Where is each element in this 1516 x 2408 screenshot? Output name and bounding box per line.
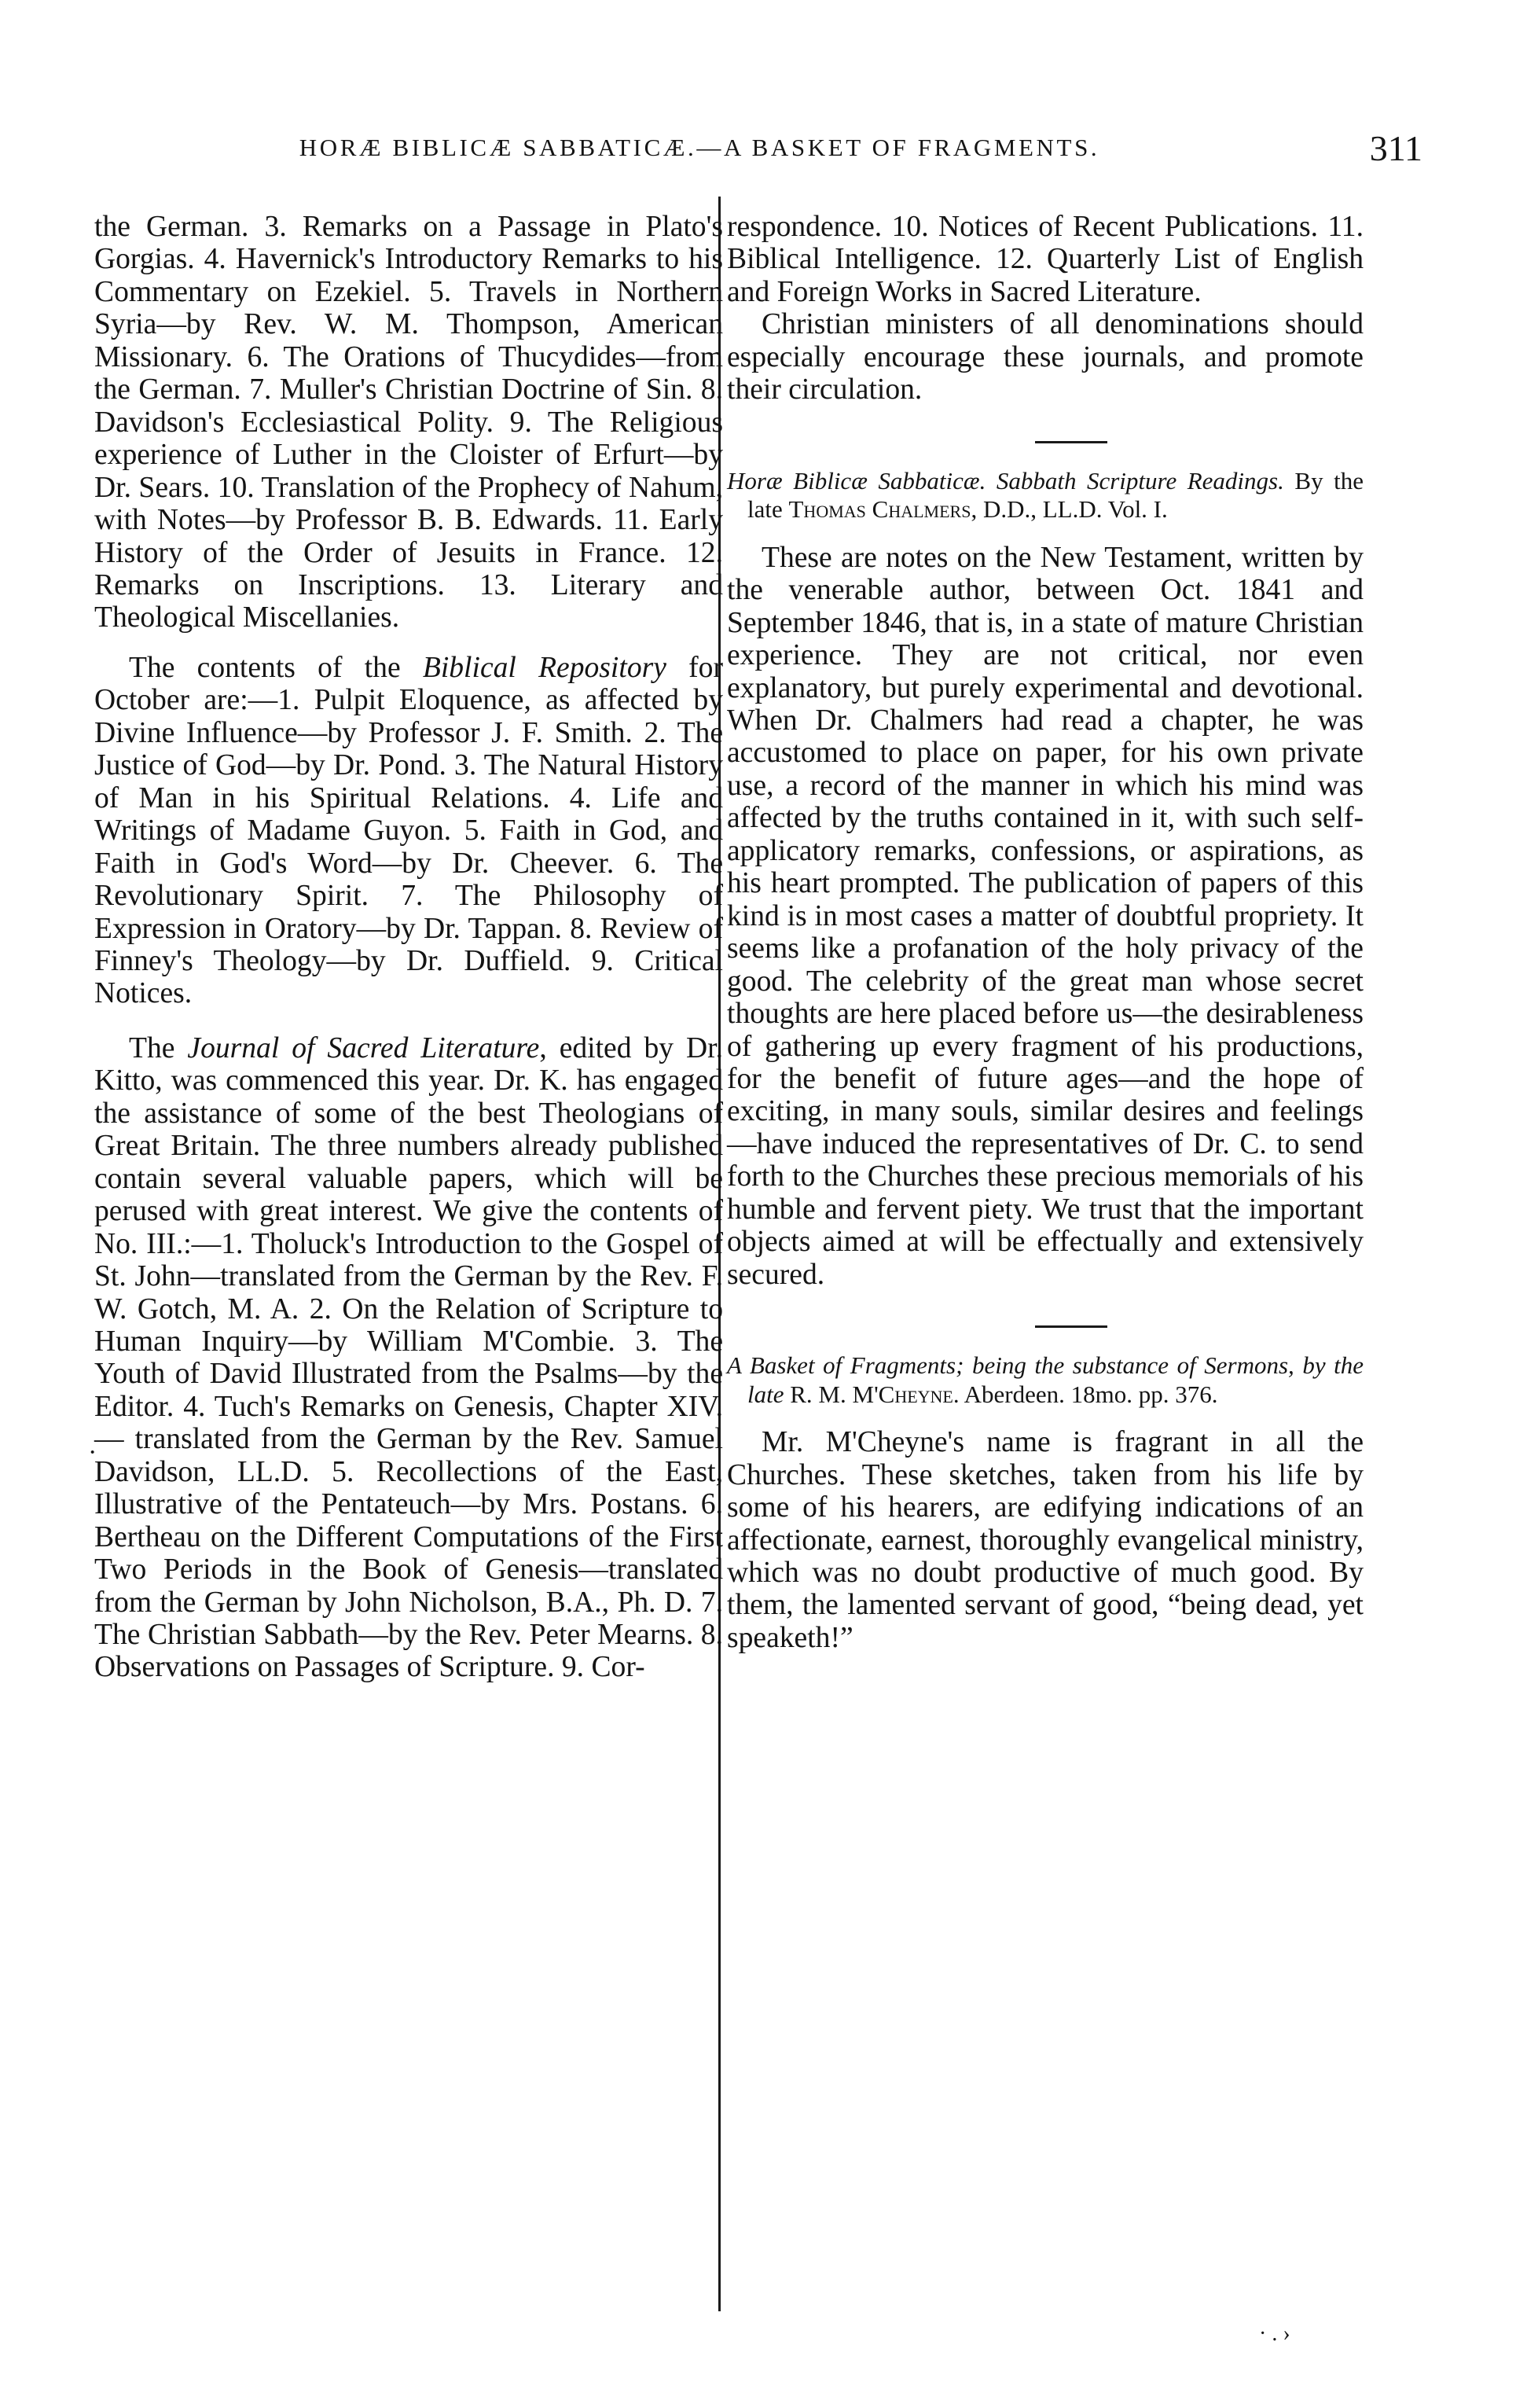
running-head: HORÆ BIBLICÆ SABBATICÆ.—A BASKET OF FRAGMENTS. <box>299 134 1100 161</box>
right-paragraph-3 <box>727 542 1364 1291</box>
right-p3-text: These are notes on the New Testament, written by the venerable author, between Oct. 1841 and September 1846, that is, in a state of mature Christian experience. They are not critical, nor even explanatory, but purely experimental and devotional. When Dr. Chalmers had read a chapter, he was accustomed to place on paper, for his own private use, a record of the manner in which his mind was affected by the truths contained in it, with such self-applicatory remarks, confessions, or aspirations, as his heart prompted. The publication of papers of this kind is in most cases a matter of doubtful propriety. It seems like a profanation of the holy privacy of the good. The celebrity of the great man whose secret thoughts are here placed before us—the desirableness of gathering up every fragment of his productions, for the benefit of future ages—and the hope of exciting, in many souls, similar desires and feelings—have induced the representatives of Dr. C. to send forth to the Churches these precious memorials of his humble and fervent piety. We trust that the important objects aimed at will be effectually and extensively secured. <box>727 541 1364 1291</box>
right-paragraph-1 <box>727 211 1364 308</box>
book-notice-mcheyne <box>727 1351 1364 1409</box>
left-p2-text: for October are:—1. Pulpit Eloquence, as affected by Divine Influence—by Professor J. F. Smith. 2. The Justice of God—by Dr. Pond. 3. The Natural History of Man in his Spiritual Relations. 4. Life and Writings of Madame Guyon. 5. Faith in God, and Faith in God's Word—by Dr. Cheever. 6. The Revolutionary Spirit. 7. The Philosophy of Expression in Oratory—by Dr. Tappan. 8. Review of Finney's Theology—by Dr. Duffield. 9. Critical Notices. <box>94 651 723 1010</box>
notice1-title: Horæ Biblicæ Sabbaticæ. Sabbath Scripture Readings. <box>727 466 1284 494</box>
margin-dot-mark: · <box>88 1438 97 1467</box>
right-p1-text: respondence. 10. Notices of Recent Publications. 11. Biblical Intelligence. 12. Quarterly List of English and Foreign Works in Sacred Literature. <box>727 211 1364 308</box>
left-p2-lead: The contents of the <box>129 651 423 684</box>
right-paragraph-4 <box>727 1426 1364 1654</box>
book-notice-chalmers <box>727 467 1364 524</box>
page-number: 311 <box>1369 128 1422 168</box>
left-paragraph-2 <box>94 652 723 1010</box>
notice2-rest: . Aberdeen. 18mo. pp. 376. <box>953 1380 1218 1408</box>
notice1-by: By the late <box>747 466 1364 524</box>
left-column <box>94 211 723 1684</box>
notice1-author: Thomas Chalmers <box>788 495 971 524</box>
biblical-repository-title: Biblical Repository <box>422 651 666 684</box>
right-paragraph-2 <box>727 308 1364 406</box>
notice2-author-prefix: R. M. <box>784 1380 853 1408</box>
left-paragraph-1 <box>94 211 723 634</box>
notice1-rest: , D.D., LL.D. Vol. I. <box>971 495 1168 524</box>
left-p3-lead: The <box>129 1031 188 1064</box>
page-header <box>86 128 1422 184</box>
right-column <box>727 211 1364 1654</box>
section-separator-1 <box>1035 441 1107 443</box>
foot-mark: · . › <box>1259 2322 1290 2346</box>
right-p2-text: Christian ministers of all denominations should especially encourage these journals, and promote their circulation. <box>727 308 1364 406</box>
left-p1-text: the German. 3. Remarks on a Passage in Plato's Gorgias. 4. Havernick's Introductory Remarks to his Commentary on Ezekiel. 5. Travels in Northern Syria—by Rev. W. M. Thompson, American Missionary. 6. The Orations of Thucydides—from the German. 7. Muller's Christian Doctrine of Sin. 8. Davidson's Ecclesiastical Polity. 9. The Religious experience of Luther in the Cloister of Erfurt—by Dr. Sears. 10. Translation of the Prophecy of Nahum, with Notes—by Professor B. B. Edwards. 11. Early History of the Order of Jesuits in France. 12. Remarks on Inscriptions. 13. Literary and Theological Miscellanies. <box>94 211 723 634</box>
section-separator-2 <box>1035 1325 1107 1328</box>
right-p4-text: Mr. M'Cheyne's name is fragrant in all the Churches. These sketches, taken from his life by some of his hearers, are edifying indications of an affectionate, earnest, thoroughly evangelical ministry, which was no doubt productive of much good. By them, the lamented servant of good, “being dead, yet speaketh!” <box>727 1426 1364 1654</box>
notice2-title: A Basket of Fragments; being the substance of Sermons, by the late <box>727 1351 1364 1408</box>
left-p3-text: , edited by Dr. Kitto, was commenced this year. Dr. K. has engaged the assistance of some of the best Theologians of Great Britain. The three numbers already published contain several valuable papers, which will be perused with great interest. We give the contents of No. III.:—1. Tholuck's Introduction to the Gospel of St. John—translated from the German by the Rev. F. W. Gotch, M. A. 2. On the Relation of Scripture to Human Inquiry—by William M'Combie. 3. The Youth of David Illustrated from the Psalms—by the Editor. 4. Tuch's Remarks on Genesis, Chapter XIV. — translated from the German by the Rev. Samuel Davidson, LL.D. 5. Recollections of the East, Illustrative of the Pentateuch—by Mrs. Postans. 6. Bertheau on the Different Computations of the First Two Periods in the Book of Genesis—translated from the German by John Nicholson, B.A., Ph. D. 7. The Christian Sabbath—by the Rev. Peter Mearns. 8. Observations on Passages of Scripture. 9. Cor- <box>94 1031 723 1684</box>
journal-title: Journal of Sacred Literature <box>187 1031 540 1064</box>
notice2-author: M'Cheyne <box>852 1380 953 1408</box>
left-paragraph-3 <box>94 1032 723 1684</box>
